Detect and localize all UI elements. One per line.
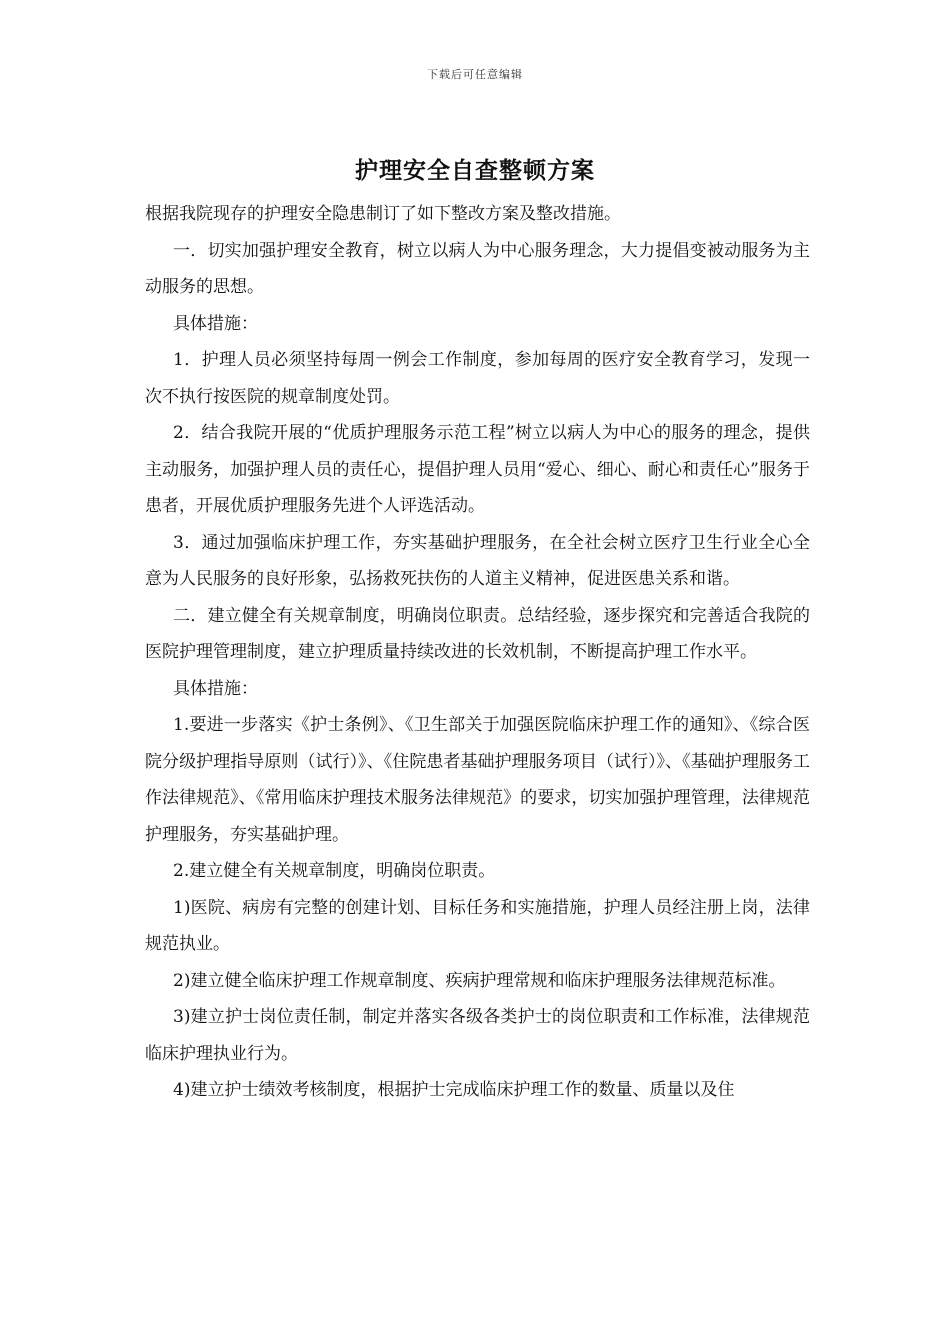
paragraph-measure-2: 2．结合我院开展的“优质护理服务示范工程”树立以病人为中心的服务的理念，提供主动服务，加强护理人员的责任心，提倡护理人员用“爱心、细心、耐心和责任心”服务于患者，开展优质护理服务先进个人评选活动。 [145, 423, 810, 516]
paragraph-measure-1: 1．护理人员必须坚持每周一例会工作制度，参加每周的医疗安全教育学习，发现一次不执行按医院的规章制度处罚。 [145, 350, 810, 407]
paragraph-measures-heading: 具体措施： [173, 313, 258, 334]
paragraph-subitem-1: 1)医院、病房有完整的创建计划、目标任务和实施措施，护理人员经注册上岗，法律规范执业。 [145, 897, 810, 954]
paragraph-subitem-4: 4)建立护士绩效考核制度，根据护士完成临床护理工作的数量、质量以及住 [173, 1080, 735, 1100]
paragraph-item-2: 2.建立健全有关规章制度，明确岗位职责。 [173, 861, 496, 881]
document-body [145, 196, 810, 1109]
paragraph-measure-3: 3．通过加强临床护理工作，夯实基础护理服务，在全社会树立医疗卫生行业全心全意为人民服务的良好形象，弘扬救死扶伤的人道主义精神，促进医患关系和谐。 [145, 532, 810, 589]
paragraph-intro: 根据我院现存的护理安全隐患制订了如下整改方案及整改措施。 [145, 204, 621, 224]
document-title: 护理安全自查整顿方案 [355, 157, 595, 184]
paragraph-item-1: 1.要进一步落实《护士条例》、《卫生部关于加强医院临床护理工作的通知》、《综合医院分级护理指导原则（试行）》、《住院患者基础护理服务项目（试行）》、《基础护理服务工作法律规范》、《常用临床护理技术服务法律规范》的要求，切实加强护理管理，法律规范护理服务，夯实基础护理。 [145, 715, 810, 845]
paragraph-measures-heading-2: 具体措施： [173, 678, 258, 699]
header-note: 下载后可任意编辑 [427, 68, 523, 81]
paragraph-section-1: 一．切实加强护理安全教育，树立以病人为中心服务理念，大力提倡变被动服务为主动服务的思想。 [145, 240, 810, 297]
paragraph-section-2: 二．建立健全有关规章制度，明确岗位职责。总结经验，逐步探究和完善适合我院的医院护理管理制度，建立护理质量持续改进的长效机制，不断提高护理工作水平。 [145, 605, 810, 662]
paragraph-subitem-2: 2)建立健全临床护理工作规章制度、疾病护理常规和临床护理服务法律规范标准。 [173, 970, 786, 991]
paragraph-subitem-3: 3)建立护士岗位责任制，制定并落实各级各类护士的岗位职责和工作标准，法律规范临床护理执业行为。 [145, 1007, 810, 1064]
